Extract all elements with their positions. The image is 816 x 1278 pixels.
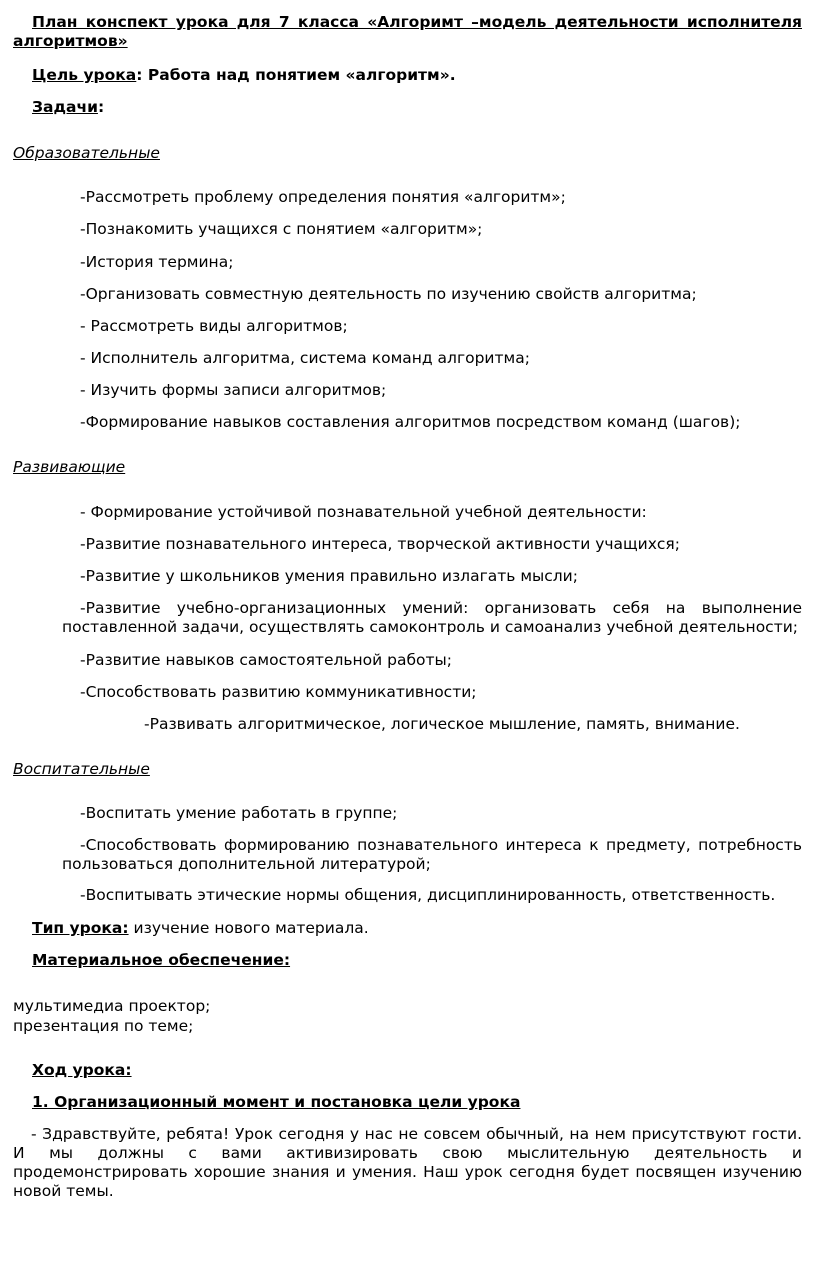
materials-item: презентация по теме; (13, 1017, 194, 1035)
educational-item: -Организовать совместную деятельность по изучению свойств алгоритма; (80, 285, 697, 303)
educational-item: - Изучить формы записи алгоритмов; (80, 381, 387, 399)
section-heading-upbringing: Воспитательные (13, 760, 150, 778)
upbringing-item: -Воспитать умение работать в группе; (80, 804, 398, 822)
developing-item: -Способствовать развитию коммуникативности; (80, 683, 477, 701)
section-heading-developing: Развивающие (13, 458, 126, 476)
stage-heading: 1. Организационный момент и постановка цели урока (32, 1093, 521, 1111)
educational-item: - Рассмотреть виды алгоритмов; (80, 317, 348, 335)
lesson-goal (32, 66, 802, 85)
materials-heading: Материальное обеспечение: (32, 951, 291, 969)
lesson-type-label: Тип урока: (32, 919, 129, 937)
educational-item: -Рассмотреть проблему определения понятия «алгоритм»; (80, 188, 566, 206)
doc-title: План конспект урока для 7 класса «Алгоримт –модель деятельности исполнителя алгоритмов» (13, 13, 802, 50)
upbringing-item: -Воспитывать этические нормы общения, дисциплинированность, ответственность. (80, 886, 776, 904)
educational-item: - Исполнитель алгоритма, система команд алгоритма; (80, 349, 530, 367)
developing-item: -Развитие познавательного интереса, творческой активности учащихся; (80, 535, 680, 553)
educational-item: -Познакомить учащихся с понятием «алгоритм»; (80, 220, 483, 238)
developing-item: -Развивать алгоритмическое, логическое мышление, память, внимание. (144, 715, 740, 733)
educational-item: -История термина; (80, 253, 234, 271)
developing-item: -Развитие у школьников умения правильно излагать мысли; (80, 567, 578, 585)
lesson-type-text: изучение нового материала. (128, 919, 369, 937)
goal-text: : Работа над понятием «алгоритм». (136, 66, 456, 84)
developing-item: -Развитие учебно-организационных умений: организовать себя на выполнение поставленной задачи, осуществлять самоконтроль и самоанализ учебной деятельности; (62, 599, 802, 636)
tasks-heading: Задачи: (32, 98, 105, 116)
section-heading-educational: Образовательные (13, 144, 160, 162)
lesson-type (32, 919, 369, 938)
educational-item: -Формирование навыков составления алгоритмов посредством команд (шагов); (80, 413, 741, 431)
lesson-progress-heading: Ход урока: (32, 1061, 132, 1079)
developing-item: -Развитие навыков самостоятельной работы; (80, 651, 453, 669)
developing-item: - Формирование устойчивой познавательной учебной деятельности: (80, 503, 647, 521)
greeting-paragraph: - Здравствуйте, ребята! Урок сегодня у нас не совсем обычный, на нем присутствуют гости. И мы должны с вами активизировать свою мыслительную деятельность и продемонстрировать хорошие знания и умения. Наш урок сегодня будет посвящен изучению новой темы. (13, 1125, 802, 1200)
goal-label: Цель урока (32, 66, 137, 84)
upbringing-item: -Способствовать формированию познавательного интереса к предмету, потребность пользоваться дополнительной литературой; (62, 836, 802, 873)
materials-item: мультимедиа проектор; (13, 997, 211, 1015)
